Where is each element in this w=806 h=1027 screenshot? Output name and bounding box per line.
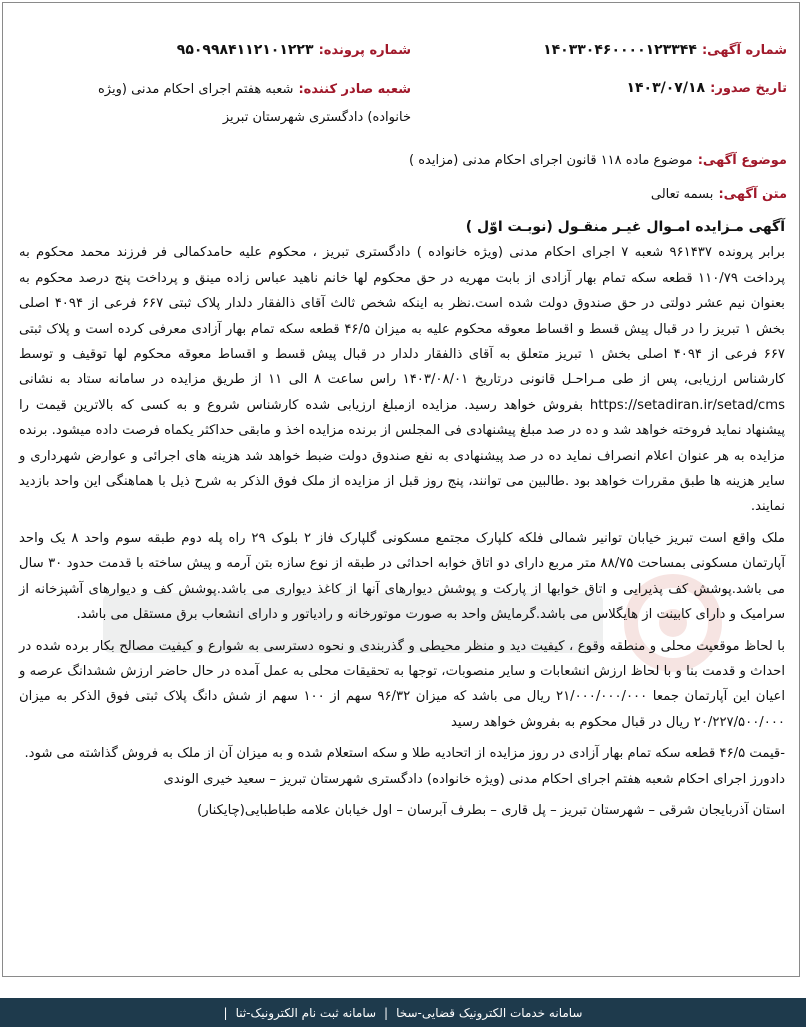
subject-value: موضوع ماده ۱۱۸ قانون اجرای احکام مدنی (مزایده ) bbox=[409, 153, 693, 168]
notice-text-heading bbox=[651, 183, 787, 202]
case-number-value: ۹۵۰۹۹۸۴۱۱۲۱۰۱۲۲۳ bbox=[176, 42, 314, 58]
notice-body bbox=[19, 215, 785, 823]
ad-number-value: ۱۴۰۳۳۰۴۶۰۰۰۰۱۲۳۳۴۴ bbox=[543, 42, 697, 58]
ad-number bbox=[543, 39, 787, 58]
issue-date-value: ۱۴۰۳/۰۷/۱۸ bbox=[626, 80, 706, 96]
address-line: استان آذربایجان شرقی – شهرستان تبریز – پل قاری – بطرف آبرسان – اول خیابان علامه طباطبایی(چایکنار) bbox=[197, 802, 785, 818]
notice-text-label: متن آگهی: bbox=[718, 187, 787, 202]
paragraph-property-description: ملک واقع است تبریز خیابان توانیر شمالی فلکه کلپارک مجتمع مسکونی گلپارک فاز ۲ بلوک ۲۹ راه پله دوم طبقه سوم واحد ۸ یک واحد آپارتمان مسکونی بمساحت ۸۸/۷۵ متر مربع دارای دو اتاق خوابه احداثی در طبقه از نوع سازه بتن آرمه و پیش ساخته با قدمت حدود ۳۰ سال می باشد.پوشش کف پذیرایی و اتاق خوابها از پارکت و پوشش دیوارهای آنها از کاغذ دیواری می باشد.پوشش کف و دیوارهای آشپزخانه از سرامیک و دارای کابینت از هایگلاس می باشد.گرمایش واحد به صورت موتورخانه و رادیاتور و دارای انشعاب برق مستقل می باشد. bbox=[19, 530, 786, 623]
case-number bbox=[177, 39, 411, 58]
paragraph-valuation: با لحاظ موقعیت محلی و منطقه وقوع ، کیفیت دید و منظر محیطی و گذربندی و نحوه دسترسی به شوارع و کیفیت مصالح بکار برده شده در احداث و قدمت بنا و با لحاظ ارزش انشعابات و سایر منصوبات، توجها به تحقیقات محلی به عمل آمده در حال حاضر ارزش ششدانگ عرصه و اعیان این آپارتمان جمعا ۲۱/۰۰۰/۰۰۰/۰۰۰ ریال می باشد که میزان ۹۶/۳۲ سهم از ۱۰۰ سهم از شش دانگ پلاک ثبتی فوق الذکر به میزان ۲۰/۲۲۷/۵۰۰/۰۰۰ ریال در قبال محکوم به بفروش خواهد رسید bbox=[19, 638, 785, 730]
issuer-value: شعبه هفتم اجرای احکام مدنی (ویژه خانواده) دادگستری شهرستان تبریز bbox=[98, 82, 411, 125]
case-number-label: شماره پرونده: bbox=[318, 43, 411, 58]
footer-bar bbox=[0, 998, 806, 1027]
paragraph-coin-price: -قیمت ۴۶/۵ قطعه سکه تمام بهار آزادی در روز مزایده از اتحادیه طلا و سکه استعلام شده و به میزان آن از ملک به فروش گذاشته می شود. bbox=[24, 746, 785, 762]
signature-line: دادورز اجرای احکام شعبه هفتم اجرای احکام مدنی (ویژه خانواده) دادگستری شهرستان تبریز – سعید خیری الوندی bbox=[163, 771, 785, 787]
notice-text-value: بسمه تعالی bbox=[650, 187, 714, 202]
issuer bbox=[81, 75, 411, 131]
issuer-label: شعبه صادر کننده: bbox=[298, 82, 411, 97]
notice-frame bbox=[2, 2, 800, 977]
footer-link-sana[interactable]: سامانه ثبت نام الکترونیک-ثنا bbox=[235, 1005, 377, 1020]
subject-label: موضوع آگهی: bbox=[697, 153, 787, 168]
ad-number-label: شماره آگهی: bbox=[701, 43, 787, 58]
footer-separator: | bbox=[384, 1005, 389, 1020]
paragraph-case-details: برابر پرونده ۹۶۱۴۳۷ شعبه ۷ اجرای احکام مدنی (ویژه خانواده ) دادگستری تبریز ، محکوم علیه حامدکمالی فر فرزند محمد محکوم به پرداخت ۱۱۰/۷۹ قطعه سکه تمام بهار آزادی از بابت مهریه در حق محکوم لها خانم ناهید عباس زاده مینق و پرداخت پنج درصد محکوم به بعنوان نیم عشر دولتی در حق صندوق دولت شده است.نظر به اینکه شخص ثالث آقای ذالفقار دلدار پلاک ثبتی ۶۶۷ فرعی از ۴۰۹۴ اصلی بخش ۱ تبریز را در قبال پیش قسط و اقساط معوقه محکوم علیه به میزان ۴۶/۵ قطعه سکه تمام بهار آزادی معرفی کرده است و پلاک ثبتی ۶۶۷ فرعی از ۴۰۹۴ اصلی بخش ۱ تبریز متعلق به آقای ذالفقار دلدار در قبال پیش قسط و اقساط معوقه محکوم لها توقیف و توسط کارشناس ارزیابی، پس از طی مـراحـل قانونی درتاریخ ۱۴۰۳/۰۸/۰۱ راس ساعت ۸ الی ۱۱ از طریق مزایده در سامانه ستاد به نشانی https://setadiran.ir/setad/cms بفروش خواهد رسید. مزایده ازمبلغ ارزیابی شده کارشناس شروع و به کسی که بالاترین قیمت را پیشنهاد نماید فروخته خواهد شد و ده در صد مبلغ پیشنهادی فی المجلس از برنده مزایده اخذ و مابقی حداکثر یکماه فرصت داده میشود. برنده مزایده به هر عنوان اعلام انصراف نماید ده در صد پیشنهادی به نفع صندوق دولت ضبط خواهد شد هزینه های اجرائی و عوارض شهرداری و سایر هزینه ها طبق مقررات خواهد بود .طالبین می توانند، پنج روز قبل از مزایده از ملک فوق الذکر به شرح ذیل با هماهنگی این واحد بازدید نمایند. bbox=[19, 245, 786, 515]
issue-date bbox=[626, 77, 787, 96]
auction-title: آگهی مـزایده امـوال غیـر منقـول (نوبـت اوّل ) bbox=[465, 219, 785, 235]
issue-date-label: تاریخ صدور: bbox=[710, 81, 787, 96]
footer-link-sakha[interactable]: سامانه خدمات الکترونیک قضایی-سخا bbox=[396, 1005, 583, 1020]
subject bbox=[409, 149, 787, 168]
footer-separator-end: | bbox=[223, 1005, 228, 1020]
